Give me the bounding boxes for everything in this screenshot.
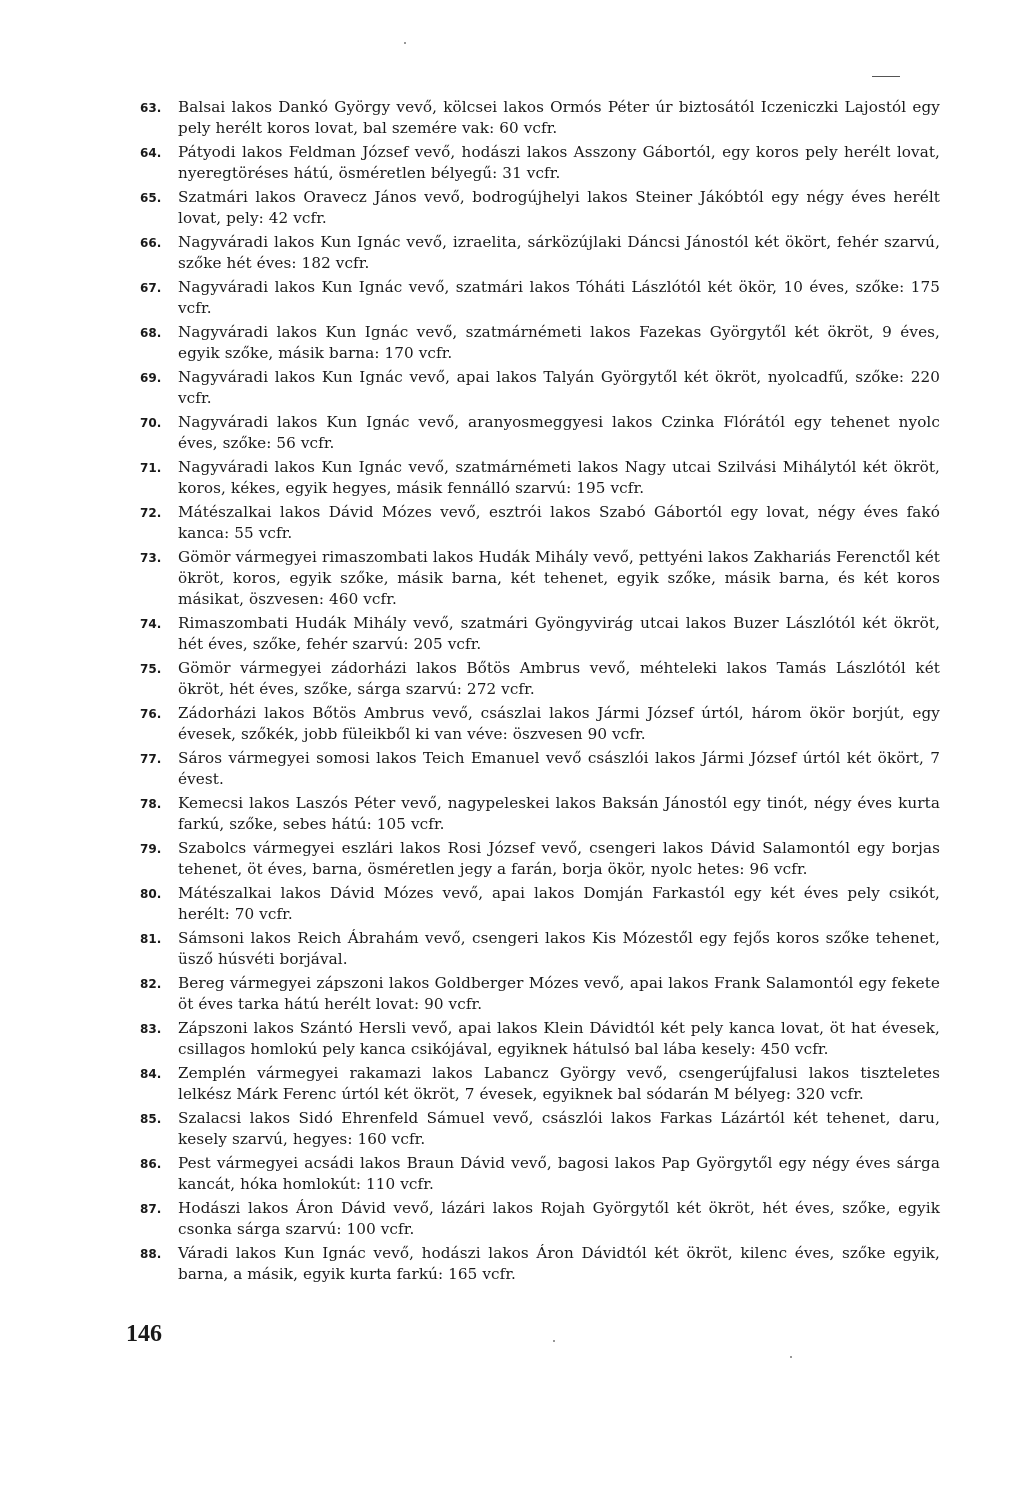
entry-number: 78. [140,797,162,811]
entry-item [140,187,940,229]
entry-number: 85. [140,1112,162,1126]
entry-text: Zemplén vármegyei rakamazi lakos Labancz György vevő, csengerújfalusi lakos tiszteletes lelkész Márk Ferenc úrtól két ökröt, 7 évesek, egyiknek bal sódarán M bélyeg: 320 vcfr. [178,1064,940,1103]
entry-item [140,322,940,364]
entry-item [140,547,940,610]
entry-number: 75. [140,662,162,676]
entry-text: Bereg vármegyei zápszoni lakos Goldberger Mózes vevő, apai lakos Frank Salamontól egy fekete öt éves tarka hátú herélt lovat: 90 vcfr. [178,974,940,1013]
entry-text: Mátészalkai lakos Dávid Mózes vevő, esztrói lakos Szabó Gábortól egy lovat, négy éves fakó kanca: 55 vcfr. [178,503,940,542]
entry-text: Szatmári lakos Oravecz János vevő, bodrogújhelyi lakos Steiner Jákóbtól egy négy éves herélt lovat, pely: 42 vcfr. [178,188,940,227]
entry-text: Pátyodi lakos Feldman József vevő, hodászi lakos Asszony Gábortól, egy koros pely herélt lovat, nyeregtöréses hátú, ösméretlen bélyegű: 31 vcfr. [178,143,940,182]
entry-number: 76. [140,707,162,721]
entry-number: 71. [140,461,162,475]
entry-item [140,502,940,544]
scan-speck [404,42,406,44]
entry-item [140,412,940,454]
entry-number: 64. [140,146,162,160]
entry-item [140,1243,940,1285]
entry-text: Sámsoni lakos Reich Ábrahám vevő, csengeri lakos Kis Mózestől egy fejős koros szőke tehenet, üsző húsvéti borjával. [178,929,940,968]
entry-item [140,142,940,184]
entry-text: Gömör vármegyei zádorházi lakos Bőtös Ambrus vevő, méhteleki lakos Tamás Lászlótól két ökröt, hét éves, szőke, sárga szarvú: 272 vcfr. [178,659,940,698]
entry-item [140,1063,940,1105]
scan-speck [553,1340,555,1342]
entry-item [140,277,940,319]
entry-number: 81. [140,932,162,946]
entry-text: Nagyváradi lakos Kun Ignác vevő, izraelita, sárközújlaki Dáncsi Jánostól két ökört, fehér szarvú, szőke hét éves: 182 vcfr. [178,233,940,272]
entry-text: Mátészalkai lakos Dávid Mózes vevő, apai lakos Domján Farkastól egy két éves pely csikót, herélt: 70 vcfr. [178,884,940,923]
entry-item [140,97,940,139]
entry-item [140,1198,940,1240]
entry-text: Szalacsi lakos Sidó Ehrenfeld Sámuel vevő, császlói lakos Farkas Lázártól két tehenet, daru, kesely szarvú, hegyes: 160 vcfr. [178,1109,940,1148]
entry-text: Szabolcs vármegyei eszlári lakos Rosi József vevő, csengeri lakos Dávid Salamontól egy borjas tehenet, öt éves, barna, ösméretlen jegy a farán, borja ökör, nyolc hetes: 96 vcfr. [178,839,940,878]
entry-item [140,748,940,790]
entry-number: 63. [140,101,162,115]
entry-item [140,973,940,1015]
entry-number: 69. [140,371,162,385]
entry-item [140,1018,940,1060]
entry-item [140,1153,940,1195]
entry-list [140,97,940,1288]
entry-number: 83. [140,1022,162,1036]
entry-number: 80. [140,887,162,901]
entry-item [140,232,940,274]
entry-number: 84. [140,1067,162,1081]
entry-text: Balsai lakos Dankó György vevő, kölcsei lakos Ormós Péter úr biztosától Iczeniczki Lajostól egy pely herélt koros lovat, bal szemére vak: 60 vcfr. [178,98,940,137]
entry-text: Nagyváradi lakos Kun Ignác vevő, aranyosmeggyesi lakos Czinka Flórától egy tehenet nyolc éves, szőke: 56 vcfr. [178,413,940,452]
entry-text: Kemecsi lakos Laszós Péter vevő, nagypeleskei lakos Baksán Jánostól egy tinót, négy éves kurta farkú, szőke, sebes hátú: 105 vcfr. [178,794,940,833]
entry-text: Nagyváradi lakos Kun Ignác vevő, szatmárnémeti lakos Nagy utcai Szilvási Mihálytól két ökröt, koros, kékes, egyik hegyes, másik fennálló szarvú: 195 vcfr. [178,458,940,497]
entry-text: Nagyváradi lakos Kun Ignác vevő, szatmárnémeti lakos Fazekas Györgytől két ökröt, 9 éves, egyik szőke, másik barna: 170 vcfr. [178,323,940,362]
entry-number: 79. [140,842,162,856]
entry-number: 86. [140,1157,162,1171]
entry-item [140,367,940,409]
entry-number: 65. [140,191,162,205]
entry-number: 67. [140,281,162,295]
entry-item [140,1108,940,1150]
entry-item [140,838,940,880]
header-rule [872,76,900,77]
entry-item [140,613,940,655]
entry-number: 73. [140,551,162,565]
entry-text: Hodászi lakos Áron Dávid vevő, lázári lakos Rojah Györgytől két ökröt, hét éves, szőke, egyik csonka sárga szarvú: 100 vcfr. [178,1199,940,1238]
entry-text: Nagyváradi lakos Kun Ignác vevő, apai lakos Talyán Györgytől két ökröt, nyolcadfű, szőke: 220 vcfr. [178,368,940,407]
entry-number: 74. [140,617,162,631]
entry-number: 66. [140,236,162,250]
entry-number: 72. [140,506,162,520]
entry-item [140,883,940,925]
entry-text: Sáros vármegyei somosi lakos Teich Emanuel vevő császlói lakos Jármi József úrtól két ökört, 7 évest. [178,749,940,788]
entry-number: 68. [140,326,162,340]
entry-item [140,658,940,700]
entry-number: 87. [140,1202,162,1216]
entry-item [140,793,940,835]
entry-text: Zápszoni lakos Szántó Hersli vevő, apai lakos Klein Dávidtól két pely kanca lovat, öt hat évesek, csillagos homlokú pely kanca csikójával, egyiknek hátulsó bal lába kesely: 450 vcfr. [178,1019,940,1058]
entry-number: 70. [140,416,162,430]
entry-number: 88. [140,1247,162,1261]
entry-number: 82. [140,977,162,991]
page-number: 146 [126,1321,162,1347]
entry-text: Rimaszombati Hudák Mihály vevő, szatmári Gyöngyvirág utcai lakos Buzer Lászlótól két ökröt, hét éves, szőke, fehér szarvú: 205 vcfr. [178,614,940,653]
entry-item [140,928,940,970]
entry-text: Gömör vármegyei rimaszombati lakos Hudák Mihály vevő, pettyéni lakos Zakhariás Ferenctől két ökröt, koros, egyik szőke, másik barna, két tehenet, egyik szőke, másik barna, és két koros másikat, öszvesen: 460 vcfr. [178,548,940,608]
entry-text: Váradi lakos Kun Ignác vevő, hodászi lakos Áron Dávidtól két ökröt, kilenc éves, szőke egyik, barna, a másik, egyik kurta farkú: 165 vcfr. [178,1244,940,1283]
entry-item [140,703,940,745]
entry-text: Pest vármegyei acsádi lakos Braun Dávid vevő, bagosi lakos Pap Györgytől egy négy éves sárga kancát, hóka homlokút: 110 vcfr. [178,1154,940,1193]
scan-speck [790,1356,792,1358]
entry-text: Zádorházi lakos Bőtös Ambrus vevő, császlai lakos Jármi József úrtól, három ökör borjút, egy évesek, szőkék, jobb füleikből ki van véve: öszvesen 90 vcfr. [178,704,940,743]
entry-item [140,457,940,499]
entry-text: Nagyváradi lakos Kun Ignác vevő, szatmári lakos Tóháti Lászlótól két ökör, 10 éves, szőke: 175 vcfr. [178,278,940,317]
entry-number: 77. [140,752,162,766]
